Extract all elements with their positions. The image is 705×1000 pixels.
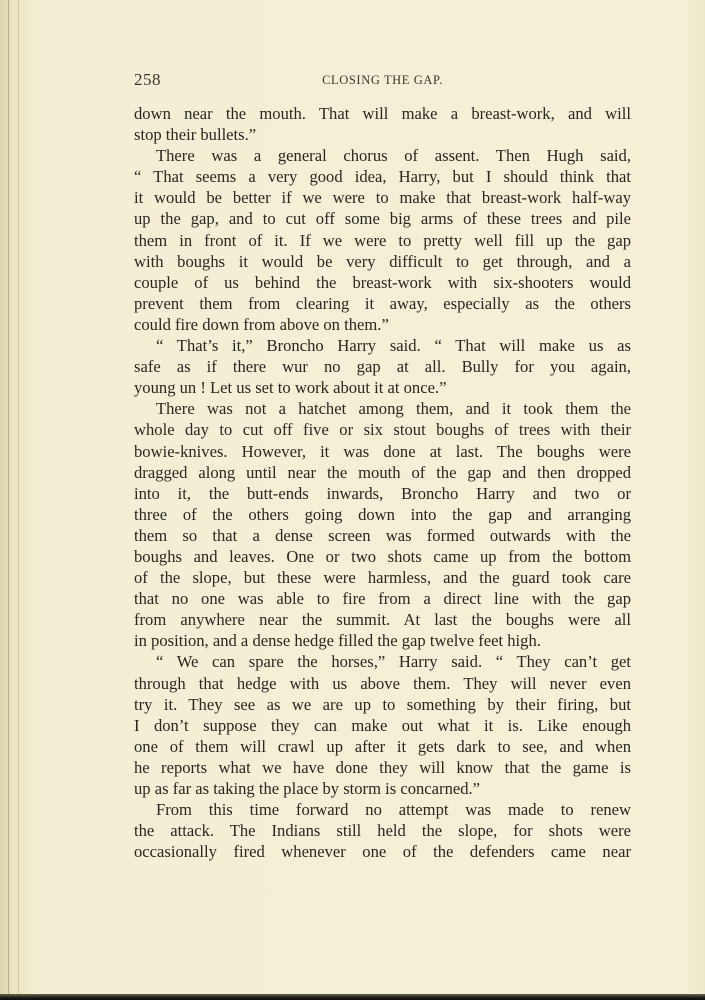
binding-edge <box>8 0 9 1000</box>
text-line: in position, and a dense hedge filled the gap twelve feet high. <box>134 631 541 651</box>
text-line: couple of us behind the breast-work with six-shooters would <box>134 272 631 292</box>
running-head <box>134 70 631 90</box>
page-bottom-edge <box>0 994 705 1000</box>
text-line: that no one was able to fire from a direct line with the gap <box>134 589 631 609</box>
text-line: I don’t suppose they can make out what it is. Like enough <box>134 715 631 735</box>
text-line: it would be better if we were to make that breast-work half-way <box>134 188 631 208</box>
running-title: CLOSING THE GAP. <box>322 73 443 87</box>
text-line: There was not a hatchet among them, and it took them the <box>156 399 631 419</box>
text-line: There was a general chorus of assent. Then Hugh said, <box>156 146 631 166</box>
text-line: them in front of it. If we were to pretty well fill up the gap <box>134 230 631 250</box>
text-line: down near the mouth. That will make a breast-work, and will <box>134 104 631 123</box>
text-line: the attack. The Indians still held the slope, for shots were <box>134 821 631 841</box>
text-line: From this time forward no attempt was made to renew <box>156 800 631 820</box>
text-line: try it. They see as we are up to something by their firing, but <box>134 694 631 714</box>
body-text <box>134 103 631 862</box>
text-line: dragged along until near the mouth of the gap and then dropped <box>134 462 631 482</box>
binding-shadow <box>18 0 19 1000</box>
text-line: boughs and leaves. One or two shots came up from the bottom <box>134 546 631 566</box>
text-line: bowie-knives. However, it was done at last. The boughs were <box>134 441 631 461</box>
text-line: from anywhere near the summit. At last the boughs were all <box>134 610 631 630</box>
text-line: stop their bullets.” <box>134 125 257 145</box>
text-line: prevent them from clearing it away, especially as the others <box>134 293 631 313</box>
text-line: with boughs it would be very difficult to get through, and a <box>134 251 631 271</box>
text-line: up the gap, and to cut off some big arms of these trees and pile <box>134 209 631 229</box>
text-line: safe as if there wur no gap at all. Bully for you again, <box>134 357 631 377</box>
text-line: occasionally fired whenever one of the defenders came near <box>134 842 631 862</box>
text-line: into it, the butt-ends inwards, Broncho Harry and two or <box>134 483 631 503</box>
text-line: one of them will crawl up after it gets dark to see, and when <box>134 736 631 756</box>
text-line: “ That’s it,” Broncho Harry said. “ That will make us as <box>156 336 631 356</box>
text-line: could fire down from above on them.” <box>134 314 389 334</box>
text-line: whole day to cut off five or six stout boughs of trees with their <box>134 420 631 440</box>
text-line: three of the others going down into the gap and arranging <box>134 504 631 524</box>
text-line: he reports what we have done they will know that the game is <box>134 757 631 777</box>
text-line: of the slope, but these were harmless, and the guard took care <box>134 568 631 588</box>
text-line: them so that a dense screen was formed outwards with the <box>134 525 631 545</box>
text-line: “ We can spare the horses,” Harry said. “ They can’t get <box>156 652 631 672</box>
text-line: through that hedge with us above them. They will never even <box>134 673 631 693</box>
page-number: 258 <box>134 70 161 89</box>
text-line: “ That seems a very good idea, Harry, but I should think that <box>134 167 631 187</box>
text-line: up as far as taking the place by storm is concarned.” <box>134 779 481 798</box>
text-line: young un ! Let us set to work about it at once.” <box>134 378 447 398</box>
